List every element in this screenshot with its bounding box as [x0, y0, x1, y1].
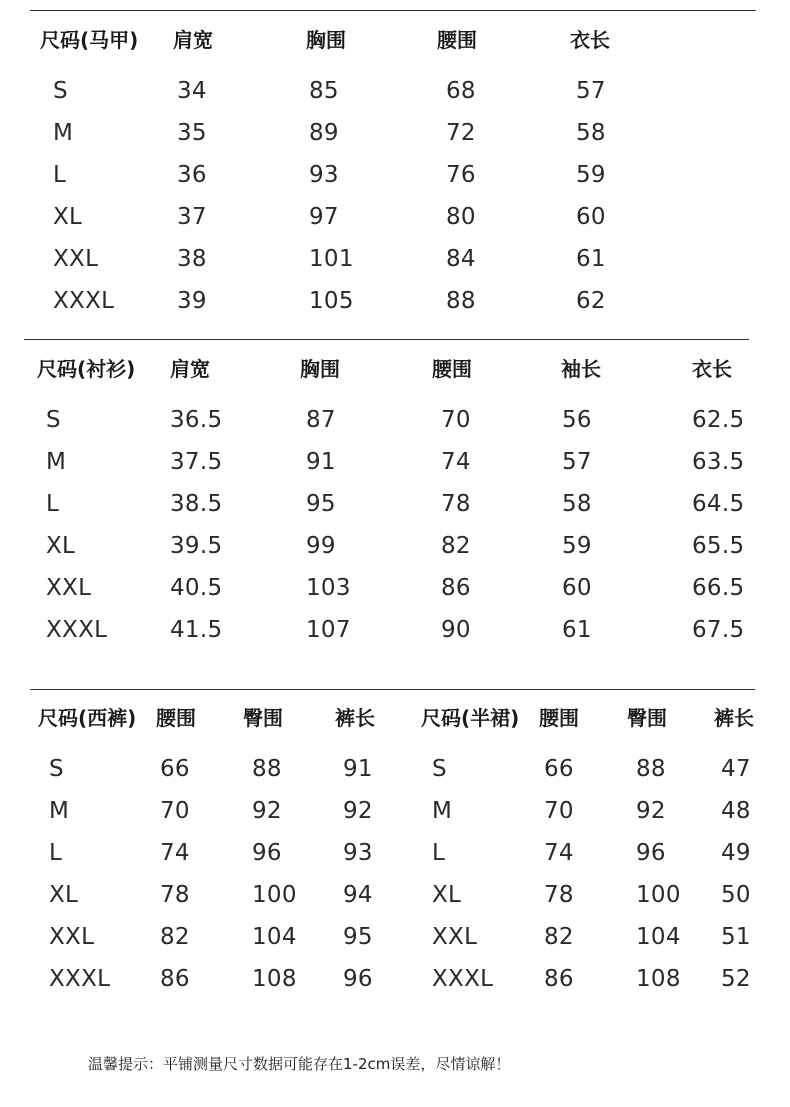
vest-header-3: 腰围 [437, 28, 477, 52]
trousers-cell-r4-c1: 82 [160, 924, 190, 950]
vest-cell-r3-c3: 80 [446, 204, 476, 230]
skirt-cell-r2-c1: 74 [544, 840, 574, 866]
skirt-cell-r3-c3: 50 [721, 882, 751, 908]
vest-cell-r4-c0: XXL [53, 246, 99, 272]
trousers-cell-r3-c2: 100 [252, 882, 297, 908]
trousers-header-0: 尺码(西裤) [38, 706, 137, 730]
shirt-cell-r2-c3: 78 [441, 491, 471, 517]
skirt-cell-r5-c3: 52 [721, 966, 751, 992]
vest-cell-r4-c4: 61 [576, 246, 606, 272]
trousers-cell-r1-c2: 92 [252, 798, 282, 824]
vest-cell-r4-c1: 38 [177, 246, 207, 272]
vest-cell-r2-c2: 93 [309, 162, 339, 188]
skirt-cell-r0-c0: S [432, 756, 447, 782]
shirt-cell-r3-c4: 59 [562, 533, 592, 559]
shirt-cell-r2-c5: 64.5 [692, 491, 745, 517]
shirt-cell-r0-c5: 62.5 [692, 407, 745, 433]
divider-top [30, 10, 756, 11]
vest-cell-r1-c1: 35 [177, 120, 207, 146]
shirt-cell-r1-c5: 63.5 [692, 449, 745, 475]
trousers-cell-r0-c0: S [49, 756, 64, 782]
trousers-cell-r2-c3: 93 [343, 840, 373, 866]
shirt-cell-r1-c0: M [46, 449, 67, 475]
trousers-cell-r4-c2: 104 [252, 924, 297, 950]
shirt-cell-r3-c5: 65.5 [692, 533, 745, 559]
shirt-cell-r1-c4: 57 [562, 449, 592, 475]
skirt-cell-r5-c0: XXXL [432, 966, 494, 992]
shirt-header-2: 胸围 [300, 357, 340, 381]
skirt-header-1: 腰围 [539, 706, 579, 730]
vest-cell-r5-c2: 105 [309, 288, 354, 314]
shirt-cell-r0-c2: 87 [306, 407, 336, 433]
vest-cell-r5-c0: XXXL [53, 288, 115, 314]
trousers-cell-r5-c2: 108 [252, 966, 297, 992]
divider-shirt-bottoms [30, 689, 755, 690]
shirt-cell-r2-c0: L [46, 491, 60, 517]
vest-cell-r5-c3: 88 [446, 288, 476, 314]
skirt-cell-r2-c2: 96 [636, 840, 666, 866]
shirt-cell-r4-c0: XXL [46, 575, 92, 601]
shirt-header-3: 腰围 [432, 357, 472, 381]
vest-cell-r4-c2: 101 [309, 246, 354, 272]
vest-cell-r5-c4: 62 [576, 288, 606, 314]
shirt-cell-r2-c4: 58 [562, 491, 592, 517]
trousers-cell-r3-c0: XL [49, 882, 79, 908]
vest-cell-r3-c0: XL [53, 204, 83, 230]
shirt-cell-r1-c2: 91 [306, 449, 336, 475]
skirt-cell-r1-c2: 92 [636, 798, 666, 824]
trousers-cell-r0-c3: 91 [343, 756, 373, 782]
vest-cell-r3-c1: 37 [177, 204, 207, 230]
vest-cell-r0-c1: 34 [177, 78, 207, 104]
skirt-cell-r2-c0: L [432, 840, 446, 866]
vest-cell-r5-c1: 39 [177, 288, 207, 314]
shirt-header-0: 尺码(衬衫) [37, 357, 136, 381]
trousers-cell-r0-c2: 88 [252, 756, 282, 782]
vest-cell-r2-c4: 59 [576, 162, 606, 188]
trousers-cell-r5-c1: 86 [160, 966, 190, 992]
shirt-cell-r3-c3: 82 [441, 533, 471, 559]
trousers-cell-r3-c1: 78 [160, 882, 190, 908]
trousers-cell-r1-c0: M [49, 798, 70, 824]
trousers-cell-r5-c3: 96 [343, 966, 373, 992]
shirt-cell-r1-c1: 37.5 [170, 449, 223, 475]
vest-cell-r2-c0: L [53, 162, 67, 188]
trousers-cell-r1-c3: 92 [343, 798, 373, 824]
shirt-cell-r2-c2: 95 [306, 491, 336, 517]
skirt-cell-r5-c1: 86 [544, 966, 574, 992]
skirt-cell-r4-c0: XXL [432, 924, 478, 950]
measurement-note: 温馨提示：平铺测量尺寸数据可能存在1-2cm误差，尽情谅解！ [88, 1055, 511, 1073]
trousers-header-3: 裤长 [335, 706, 375, 730]
skirt-cell-r1-c3: 48 [721, 798, 751, 824]
shirt-cell-r3-c2: 99 [306, 533, 336, 559]
shirt-cell-r5-c4: 61 [562, 617, 592, 643]
skirt-header-2: 臀围 [627, 706, 667, 730]
trousers-cell-r2-c0: L [49, 840, 63, 866]
vest-header-2: 胸围 [306, 28, 346, 52]
shirt-cell-r4-c4: 60 [562, 575, 592, 601]
shirt-cell-r4-c1: 40.5 [170, 575, 223, 601]
vest-cell-r0-c0: S [53, 78, 68, 104]
shirt-cell-r5-c1: 41.5 [170, 617, 223, 643]
vest-cell-r3-c4: 60 [576, 204, 606, 230]
shirt-cell-r0-c3: 70 [441, 407, 471, 433]
vest-header-4: 衣长 [570, 28, 610, 52]
shirt-cell-r0-c1: 36.5 [170, 407, 223, 433]
skirt-cell-r4-c3: 51 [721, 924, 751, 950]
vest-cell-r1-c2: 89 [309, 120, 339, 146]
shirt-cell-r4-c5: 66.5 [692, 575, 745, 601]
trousers-cell-r5-c0: XXXL [49, 966, 111, 992]
skirt-cell-r1-c0: M [432, 798, 453, 824]
skirt-header-3: 裤长 [714, 706, 754, 730]
shirt-cell-r5-c2: 107 [306, 617, 351, 643]
vest-cell-r0-c4: 57 [576, 78, 606, 104]
vest-cell-r2-c1: 36 [177, 162, 207, 188]
shirt-header-5: 衣长 [692, 357, 732, 381]
shirt-cell-r5-c3: 90 [441, 617, 471, 643]
shirt-cell-r3-c0: XL [46, 533, 76, 559]
vest-cell-r0-c2: 85 [309, 78, 339, 104]
shirt-cell-r3-c1: 39.5 [170, 533, 223, 559]
shirt-cell-r0-c4: 56 [562, 407, 592, 433]
skirt-cell-r4-c1: 82 [544, 924, 574, 950]
shirt-header-4: 袖长 [561, 357, 601, 381]
vest-cell-r3-c2: 97 [309, 204, 339, 230]
skirt-cell-r0-c1: 66 [544, 756, 574, 782]
trousers-cell-r4-c0: XXL [49, 924, 95, 950]
skirt-cell-r1-c1: 70 [544, 798, 574, 824]
vest-cell-r1-c0: M [53, 120, 74, 146]
trousers-cell-r0-c1: 66 [160, 756, 190, 782]
shirt-cell-r4-c3: 86 [441, 575, 471, 601]
shirt-cell-r0-c0: S [46, 407, 61, 433]
divider-vest-shirt [24, 339, 749, 340]
vest-cell-r4-c3: 84 [446, 246, 476, 272]
vest-cell-r2-c3: 76 [446, 162, 476, 188]
vest-header-0: 尺码(马甲) [40, 28, 139, 52]
trousers-cell-r2-c1: 74 [160, 840, 190, 866]
trousers-cell-r3-c3: 94 [343, 882, 373, 908]
skirt-cell-r3-c1: 78 [544, 882, 574, 908]
shirt-cell-r5-c0: XXXL [46, 617, 108, 643]
shirt-cell-r1-c3: 74 [441, 449, 471, 475]
vest-cell-r1-c4: 58 [576, 120, 606, 146]
skirt-cell-r0-c3: 47 [721, 756, 751, 782]
trousers-header-2: 臀围 [243, 706, 283, 730]
skirt-cell-r4-c2: 104 [636, 924, 681, 950]
trousers-cell-r2-c2: 96 [252, 840, 282, 866]
trousers-header-1: 腰围 [156, 706, 196, 730]
skirt-cell-r5-c2: 108 [636, 966, 681, 992]
shirt-header-1: 肩宽 [170, 357, 210, 381]
vest-header-1: 肩宽 [173, 28, 213, 52]
skirt-cell-r0-c2: 88 [636, 756, 666, 782]
skirt-cell-r2-c3: 49 [721, 840, 751, 866]
shirt-cell-r4-c2: 103 [306, 575, 351, 601]
shirt-cell-r5-c5: 67.5 [692, 617, 745, 643]
skirt-header-0: 尺码(半裙) [421, 706, 520, 730]
skirt-cell-r3-c2: 100 [636, 882, 681, 908]
skirt-cell-r3-c0: XL [432, 882, 462, 908]
vest-cell-r1-c3: 72 [446, 120, 476, 146]
trousers-cell-r1-c1: 70 [160, 798, 190, 824]
shirt-cell-r2-c1: 38.5 [170, 491, 223, 517]
vest-cell-r0-c3: 68 [446, 78, 476, 104]
trousers-cell-r4-c3: 95 [343, 924, 373, 950]
